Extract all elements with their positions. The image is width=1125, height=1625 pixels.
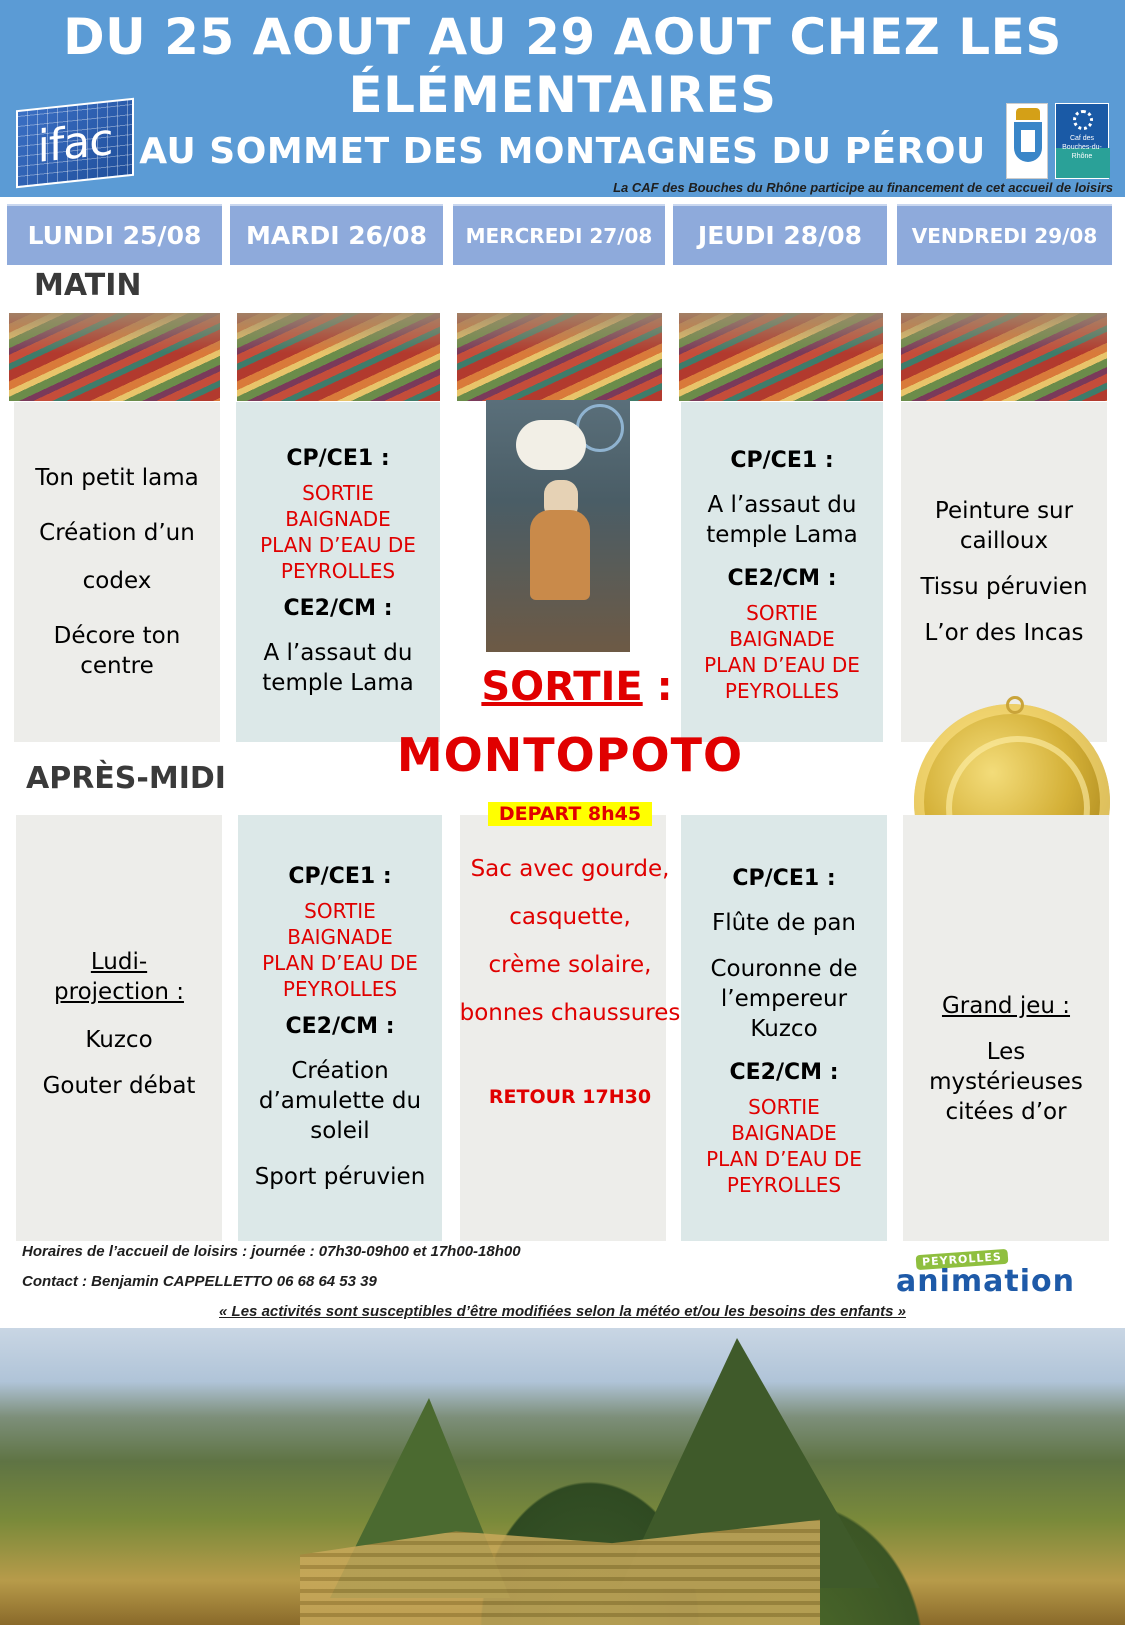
wednesday-outing-title xyxy=(462,664,692,710)
rainbow-mountain-image xyxy=(679,313,883,401)
activity: Gouter débat xyxy=(42,1073,196,1099)
activity: A l’assaut du temple Lama xyxy=(706,492,858,548)
packing-item: casquette, xyxy=(509,904,631,930)
title-line-2: ÉLÉMENTAIRES xyxy=(348,66,777,124)
rainbow-mountain-image xyxy=(237,313,440,401)
level-label: CP/CE1 : xyxy=(730,448,834,473)
contact-info: Contact : Benjamin CAPPELLETTO 06 68 64 53 39 xyxy=(22,1273,377,1290)
outing-text: PEYROLLES xyxy=(282,977,398,1001)
level-label: CP/CE1 : xyxy=(732,866,836,891)
title-line-1: DU 25 AOUT AU 29 AOUT CHEZ LES xyxy=(63,8,1062,66)
packing-list xyxy=(452,845,688,1037)
activity-heading: Grand jeu : xyxy=(941,993,1071,1019)
activity: Kuzco xyxy=(85,1027,153,1053)
outing-text: PLAN D’EAU DE xyxy=(262,951,418,975)
activity: Couronne de l’empereur Kuzco xyxy=(710,956,858,1042)
outing-text: PEYROLLES xyxy=(724,679,840,703)
outing-text: SORTIE xyxy=(748,1095,820,1119)
level-label: CP/CE1 : xyxy=(288,864,392,889)
section-afternoon: APRÈS-MIDI xyxy=(26,761,226,796)
activity: Ton petit lama xyxy=(35,465,199,491)
activity: A l’assaut du temple Lama xyxy=(262,640,414,696)
activity: Flûte de pan xyxy=(711,910,856,936)
afternoon-thursday-card xyxy=(681,815,887,1241)
outing-text: PEYROLLES xyxy=(280,559,396,583)
outing-text: PLAN D’EAU DE xyxy=(704,653,860,677)
peyrolles-animation-logo xyxy=(892,1250,1092,1300)
wednesday-destination: MONTOPOTO xyxy=(396,728,744,782)
packing-item: bonnes chaussures xyxy=(459,1000,681,1026)
activity: L’or des Incas xyxy=(924,620,1084,646)
rainbow-mountain-image xyxy=(457,313,662,401)
activity: Création d’un codex xyxy=(39,520,195,594)
day-header-friday: VENDREDI 29/08 xyxy=(897,204,1112,265)
outing-text: BAIGNADE xyxy=(731,1121,837,1145)
level-label: CE2/CM : xyxy=(285,1014,395,1039)
caf-logo xyxy=(1055,103,1109,179)
sortie-label: SORTIE xyxy=(481,664,643,710)
level-label: CE2/CM : xyxy=(283,596,393,621)
outing-text: BAIGNADE xyxy=(285,507,391,531)
activity: Création d’amulette du soleil xyxy=(258,1058,422,1144)
outing-text: SORTIE xyxy=(304,899,376,923)
day-header-tuesday: MARDI 26/08 xyxy=(230,204,443,265)
activity: Sport péruvien xyxy=(254,1164,426,1190)
morning-friday-card xyxy=(901,402,1107,742)
activity: Peinture sur cailloux xyxy=(934,498,1074,554)
ifac-logo xyxy=(16,98,134,188)
town-crest-icon xyxy=(1006,103,1048,179)
activity: Décore ton centre xyxy=(53,623,181,679)
sortie-colon: : xyxy=(642,664,673,710)
departure-time: DEPART 8h45 xyxy=(488,802,652,826)
opening-hours: Horaires de l’accueil de loisirs : journée : 07h30-09h00 et 17h00-18h00 xyxy=(22,1243,521,1260)
outing-text: BAIGNADE xyxy=(287,925,393,949)
morning-tuesday-card xyxy=(236,402,440,742)
brand-name: animation xyxy=(896,1264,1075,1299)
day-header-thursday: JEUDI 28/08 xyxy=(673,204,887,265)
morning-monday-card xyxy=(14,402,220,742)
activity-heading: Ludi-projection : xyxy=(54,949,184,1005)
llama-illustration xyxy=(486,400,630,652)
activity: Tissu péruvien xyxy=(920,574,1088,600)
caf-funding-note: La CAF des Bouches du Rhône participe au financement de cet accueil de loisirs xyxy=(613,180,1113,195)
afternoon-monday-card xyxy=(16,815,222,1241)
brand-tag: PEYROLLES xyxy=(916,1249,1009,1270)
packing-item: crème solaire, xyxy=(488,952,652,978)
disclaimer: « Les activités sont susceptibles d’être modifiées selon la météo et/ou les besoins des enfants » xyxy=(219,1303,906,1320)
level-label: CE2/CM : xyxy=(727,566,837,591)
return-time: RETOUR 17H30 xyxy=(488,1086,652,1108)
machu-picchu-photo xyxy=(0,1328,1125,1625)
morning-thursday-card xyxy=(681,402,883,742)
outing-text: BAIGNADE xyxy=(729,627,835,651)
activity: Les mystérieuses citées d’or xyxy=(929,1039,1083,1125)
caf-logo-text: Caf des Bouches-du-Rhône xyxy=(1062,135,1102,160)
subtitle: AU SOMMET DES MONTAGNES DU PÉROU xyxy=(139,131,986,172)
outing-text: PLAN D’EAU DE xyxy=(260,533,416,557)
afternoon-friday-card xyxy=(903,815,1109,1241)
outing-text: PLAN D’EAU DE xyxy=(706,1147,862,1171)
level-label: CE2/CM : xyxy=(729,1060,839,1085)
outing-text: SORTIE xyxy=(302,481,374,505)
packing-item: Sac avec gourde, xyxy=(470,856,670,882)
afternoon-tuesday-card xyxy=(238,815,442,1241)
outing-text: SORTIE xyxy=(746,601,818,625)
outing-text: PEYROLLES xyxy=(726,1173,842,1197)
rainbow-mountain-image xyxy=(9,313,220,401)
day-header-monday: LUNDI 25/08 xyxy=(7,204,222,265)
section-morning: MATIN xyxy=(34,268,142,303)
rainbow-mountain-image xyxy=(901,313,1107,401)
day-header-wednesday: MERCREDI 27/08 xyxy=(453,204,665,265)
level-label: CP/CE1 : xyxy=(286,446,390,471)
ifac-logo-text: ifac xyxy=(37,113,113,173)
